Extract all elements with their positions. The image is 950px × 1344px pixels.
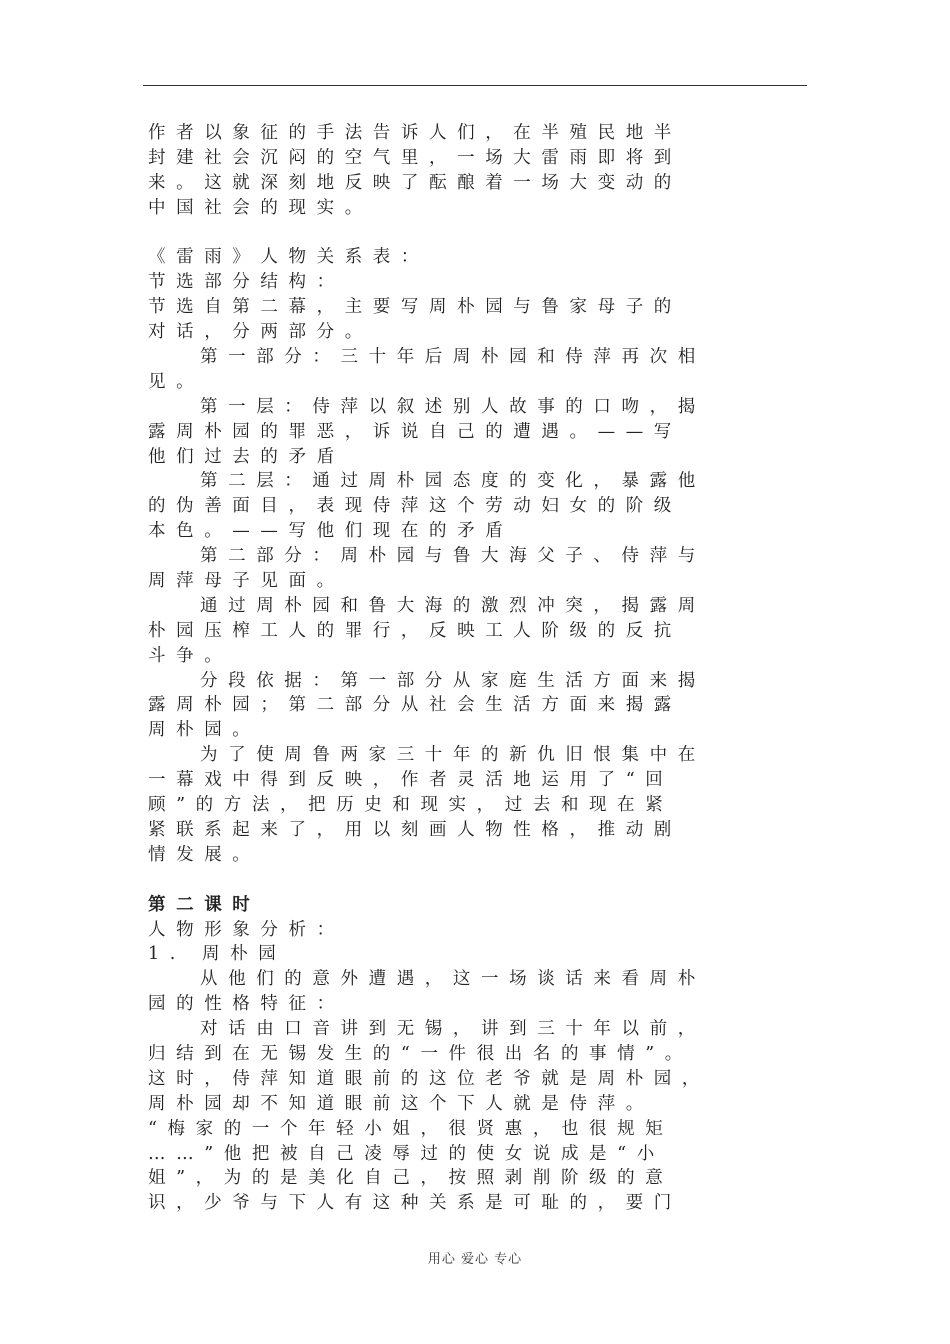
text-line: 情发展。 [148, 844, 261, 865]
lesson-heading: 第二课时 [148, 894, 261, 915]
text-line: 园的性格特征： [148, 994, 345, 1015]
section-heading: 人物形象分析： [148, 919, 345, 940]
blank-line [148, 221, 798, 246]
text-line: 第一层：侍萍以叙述别人故事的口吻，揭 [200, 396, 706, 417]
text-line: 封建社会沉闷的空气里，一场大雷雨即将到 [148, 147, 682, 168]
page-footer: 用心 爱心 专心 [427, 1252, 523, 1267]
text-line: ……”他把被自己凌辱过的使女说成是“小 [148, 1143, 665, 1164]
text-line: 见。 [148, 371, 205, 392]
section-heading: 《雷雨》人物关系表： [148, 247, 429, 268]
text-line: 周朴园。 [148, 720, 261, 741]
text-line: 朴园压榨工人的罪行，反映工人阶级的反抗 [148, 620, 682, 641]
text-line: 周朴园却不知道眼前这个下人就是侍萍。 [148, 1093, 654, 1114]
text-line: 这时，侍萍知道眼前的这位老爷就是周朴园， [148, 1068, 710, 1089]
header-rule [143, 85, 807, 86]
text-line: 第一部分：三十年后周朴园和侍萍再次相 [200, 347, 706, 368]
text-line: 对话由口音讲到无锡，讲到三十年以前， [200, 1019, 706, 1040]
text-line: 中国社会的现实。 [148, 197, 373, 218]
text-line: 通过周朴园和鲁大海的激烈冲突，揭露周 [200, 595, 706, 616]
text-line: 一幕戏中得到反映，作者灵活地运用了“回 [148, 770, 674, 791]
text-line: 为了使周鲁两家三十年的新仇旧恨集中在 [200, 745, 706, 766]
text-line: 本色。——写他们现在的矛盾 [148, 521, 514, 542]
text-line: 第二层：通过周朴园态度的变化，暴露他 [200, 471, 706, 492]
text-line: 识，少爷与下人有这种关系是可耻的，要门 [148, 1193, 682, 1214]
text-line: “梅家的一个年轻小姐，很贤惠，也很规矩 [148, 1118, 674, 1139]
text-line: 顾”的方法，把历史和现实，过去和现在紧 [148, 795, 674, 816]
text-line: 斗争。 [148, 645, 233, 666]
text-line: 的伪善面目，表现侍萍这个劳动妇女的阶级 [148, 496, 682, 517]
text-line: 归结到在无锡发生的“一件很出名的事情”。 [148, 1043, 693, 1064]
text-line: 从他们的意外遭遇，这一场谈话来看周朴 [200, 969, 706, 990]
document-body [148, 121, 798, 1216]
text-line: 节选自第二幕，主要写周朴园与鲁家母子的 [148, 297, 682, 318]
text-line: 来。这就深刻地反映了酝酿着一场大变动的 [148, 172, 682, 193]
text-line: 姐”，为的是美化自己，按照剥削阶级的意 [148, 1168, 674, 1189]
text-line: 分段依据：第一部分从家庭生活方面来揭 [200, 670, 706, 691]
numbered-heading: 1. 周朴园 [148, 944, 287, 965]
text-line: 露周朴园的罪恶，诉说自己的遭遇。——写 [148, 421, 682, 442]
blank-line [148, 868, 798, 893]
section-heading: 节选部分结构： [148, 272, 345, 293]
text-line: 作者以象征的手法告诉人们，在半殖民地半 [148, 123, 682, 143]
text-line: 周萍母子见面。 [148, 571, 345, 592]
text-line: 第二部分：周朴园与鲁大海父子、侍萍与 [200, 546, 706, 567]
text-line: 对话，分两部分。 [148, 322, 373, 343]
text-line: 他们过去的矛盾 [148, 446, 345, 467]
text-line: 露周朴园；第二部分从社会生活方面来揭露 [148, 695, 682, 716]
text-line: 紧联系起来了，用以刻画人物性格，推动剧 [148, 819, 682, 840]
